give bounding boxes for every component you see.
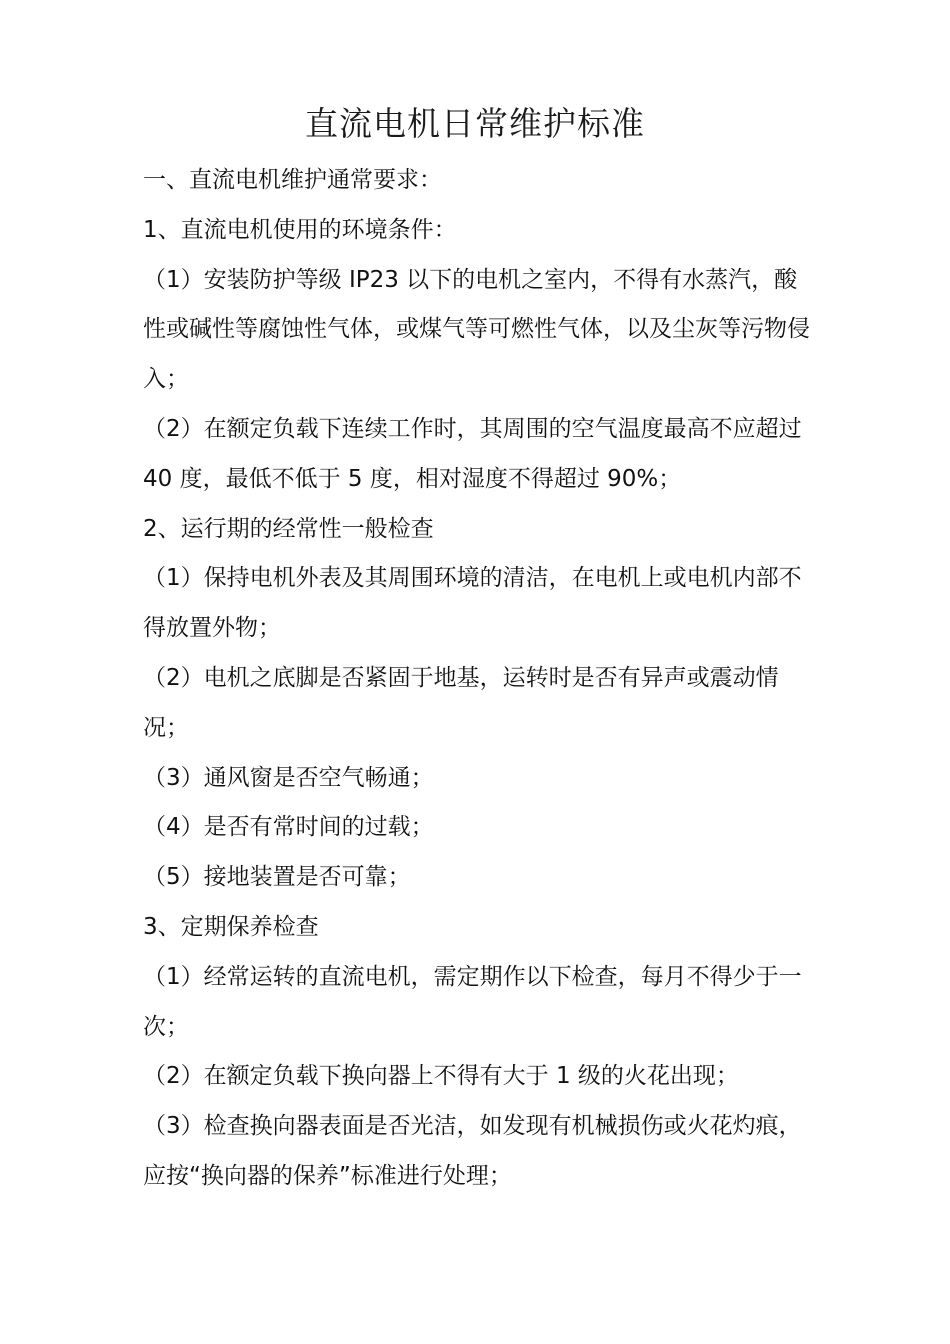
subsection-heading-periodic-maintenance: 3、定期保养检查 [143,913,319,940]
list-item: （1）经常运转的直流电机，需定期作以下检查，每月不得少于一次； [143,963,802,1040]
subsection-heading-routine-inspection: 2、运行期的经常性一般检查 [143,515,434,542]
list-item: （2）在额定负载下连续工作时，其周围的空气温度最高不应超过 40 度，最低不低于 5 度，相对湿度不得超过 90%； [143,415,802,492]
list-item: （2）电机之底脚是否紧固于地基，运转时是否有异声或震动情况； [143,664,779,741]
list-item: （1）安装防护等级 IP23 以下的电机之室内，不得有水蒸汽，酸性或碱性等腐蚀性气体，或煤气等可燃性气体，以及尘灰等污物侵入； [143,266,810,393]
list-item: （3）检查换向器表面是否光洁，如发现有机械损伤或火花灼痕，应按“换向器的保养”标准进行处理； [143,1113,802,1189]
list-item: （5）接地装置是否可靠； [143,864,411,891]
document-body [143,156,811,1202]
subsection-heading-environment: 1、直流电机使用的环境条件： [143,216,457,243]
section-heading-general-requirements: 一、直流电机维护通常要求： [143,167,442,193]
list-item: （1）保持电机外表及其周围环境的清洁，在电机上或电机内部不得放置外物； [143,565,802,642]
list-item: （2）在额定负载下换向器上不得有大于 1 级的火花出现； [143,1063,739,1090]
list-item: （4）是否有常时间的过载； [143,814,434,841]
list-item: （3）通风窗是否空气畅通； [143,764,434,791]
document-title: 直流电机日常维护标准 [305,104,645,143]
